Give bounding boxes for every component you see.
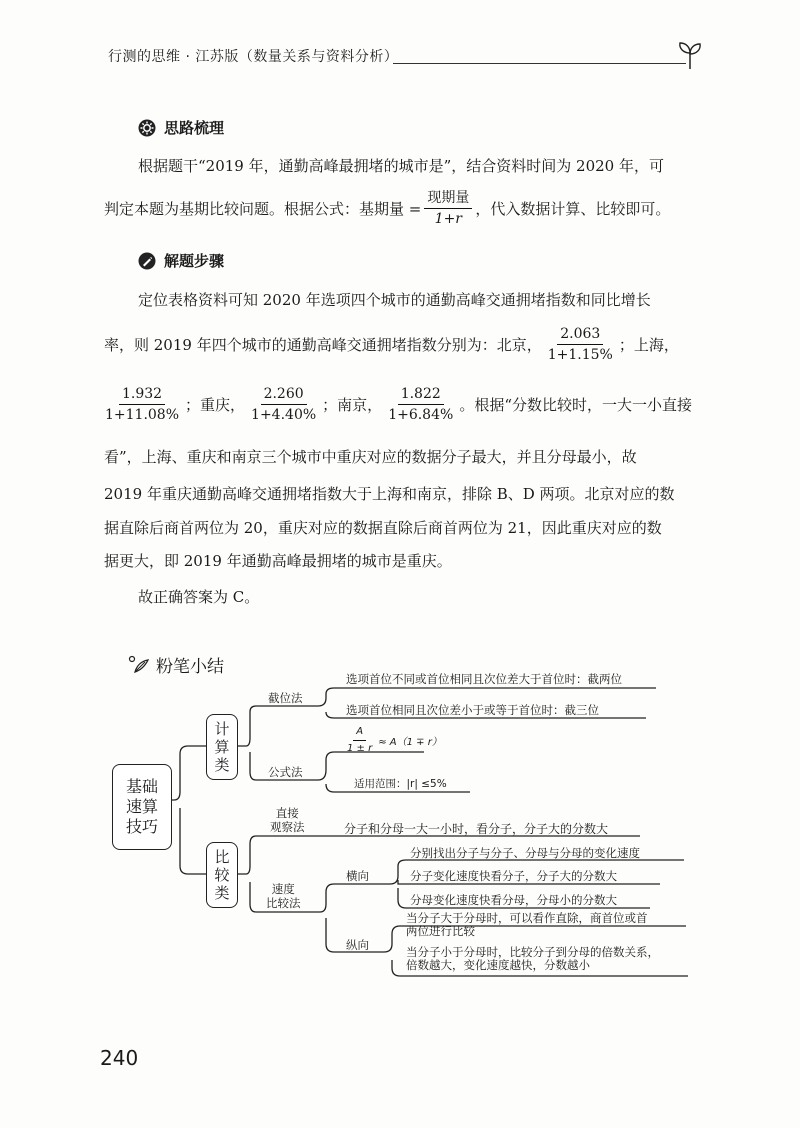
node-zong-rule-1 — [406, 912, 648, 938]
mindmap-root — [112, 764, 172, 850]
paragraph-line: 2019 年重庆通勤高峰交通拥堵指数大于上海和南京，排除 B、D 两项。北京对应的数 — [104, 485, 675, 503]
paragraph-line: 据直除后商首两位为 20，重庆对应的数据直除后商首两位为 21，因此重庆对应的数 — [104, 519, 662, 537]
text-span: ；上海， — [618, 336, 679, 355]
compare-label: 比较类 — [214, 848, 230, 902]
text-span: 率，则 2019 年四个城市的通勤高峰交通拥堵指数分别为：北京， — [104, 336, 542, 355]
node-gongshi: 公式法 — [268, 765, 303, 779]
text-span: 判定本题为基期比较问题。根据公式：基期量 = — [104, 200, 422, 219]
running-header: 行测的思维 · 江苏版（数量关系与资料分析） — [108, 49, 399, 65]
fraction-numerator: 现期量 — [424, 190, 472, 209]
node-jiewei: 截位法 — [268, 691, 303, 705]
node-zhijie-line: 观察法 — [270, 820, 305, 834]
node-hengxiang: 横向 — [346, 869, 369, 883]
fraction-denominator: 1+1.15% — [547, 347, 613, 364]
node-zong-line: 倍数越大，变化速度越快，分数越小 — [406, 958, 590, 972]
calc-label: 计算类 — [214, 720, 230, 774]
fraction-numerator: 2.260 — [261, 386, 307, 405]
node-zhijie-rule: 分子和分母一大一小时，看分子，分子大的分数大 — [344, 822, 609, 836]
paragraph-line: 看”，上海、重庆和南京三个城市中重庆对应的数据分子最大，并且分母最小，故 — [104, 448, 637, 466]
node-heng-rule-3: 分母变化速度快看分母，分母小的分数大 — [410, 893, 617, 907]
node-heng-rule-2: 分子变化速度快看分子，分子大的分数大 — [410, 869, 617, 883]
node-zong-line: 当分子小于分母时，比较分子到分母的倍数关系， — [406, 945, 659, 959]
node-jiewei-rule-2: 选项首位相同且次位差小于或等于首位时：截三位 — [346, 703, 599, 717]
mindmap-compare-category — [206, 842, 238, 908]
fraction-denominator: 1+6.84% — [388, 407, 454, 424]
node-zhijie — [270, 806, 305, 834]
section-heading-text: 思路梳理 — [164, 119, 225, 137]
fraction-denominator: 1+r — [434, 211, 463, 228]
node-formula-range: 适用范围：|r| ≤5% — [354, 778, 447, 790]
text-span: ；重庆， — [185, 396, 246, 415]
node-zong-line: 两位进行比较 — [406, 924, 475, 938]
fraction-numerator: 2.063 — [557, 326, 603, 345]
fraction-numerator: 1.822 — [398, 386, 444, 405]
text-span: ；南京， — [322, 396, 383, 415]
summary-heading-text: 粉笔小结 — [156, 657, 224, 677]
root-label: 基础速算技巧 — [125, 777, 158, 836]
node-zongxiang: 纵向 — [346, 938, 369, 952]
fraction-denominator: 1+11.08% — [105, 407, 180, 424]
fraction-numerator: 1.932 — [119, 386, 165, 405]
text-span: ，代入数据计算、比较即可。 — [475, 200, 671, 219]
node-heng-rule-1: 分别找出分子与分子、分母与分母的变化速度 — [410, 846, 640, 860]
formula-rhs: ≈ A（1 ∓ r） — [378, 736, 442, 748]
node-sudu-line: 速度 — [271, 882, 295, 896]
node-jiewei-rule-1: 选项首位不同或首位相同且次位差大于首位时：截两位 — [346, 672, 622, 686]
answer-line: 故正确答案为 C。 — [138, 588, 260, 606]
node-zong-rule-2 — [406, 946, 659, 972]
fraction-denominator: 1 ± r — [347, 742, 373, 754]
node-sudu — [266, 882, 301, 910]
paragraph-line: 据更大，即 2019 年通勤高峰最拥堵的城市是重庆。 — [104, 552, 452, 570]
mindmap-calc-category — [206, 714, 238, 780]
fraction-numerator: A — [353, 726, 366, 741]
section-heading-text: 解题步骤 — [164, 252, 225, 270]
node-zhijie-line: 直接 — [275, 806, 299, 820]
fraction-denominator: 1+4.40% — [251, 407, 317, 424]
node-sudu-line: 比较法 — [266, 896, 301, 910]
text-span: 。根据“分数比较时，一大一小直接 — [459, 396, 692, 415]
node-zong-line: 当分子大于分母时，可以看作直除，商首位或首 — [406, 911, 648, 925]
paragraph-line: 定位表格资料可知 2020 年选项四个城市的通勤高峰交通拥堵指数和同比增长 — [138, 291, 651, 309]
paragraph-line: 根据题干“2019 年，通勤高峰最拥堵的城市是”，结合资料时间为 2020 年，可 — [138, 157, 664, 175]
node-formula — [344, 726, 442, 754]
formula-fraction — [344, 726, 375, 754]
page-number: 240 — [100, 1046, 139, 1070]
